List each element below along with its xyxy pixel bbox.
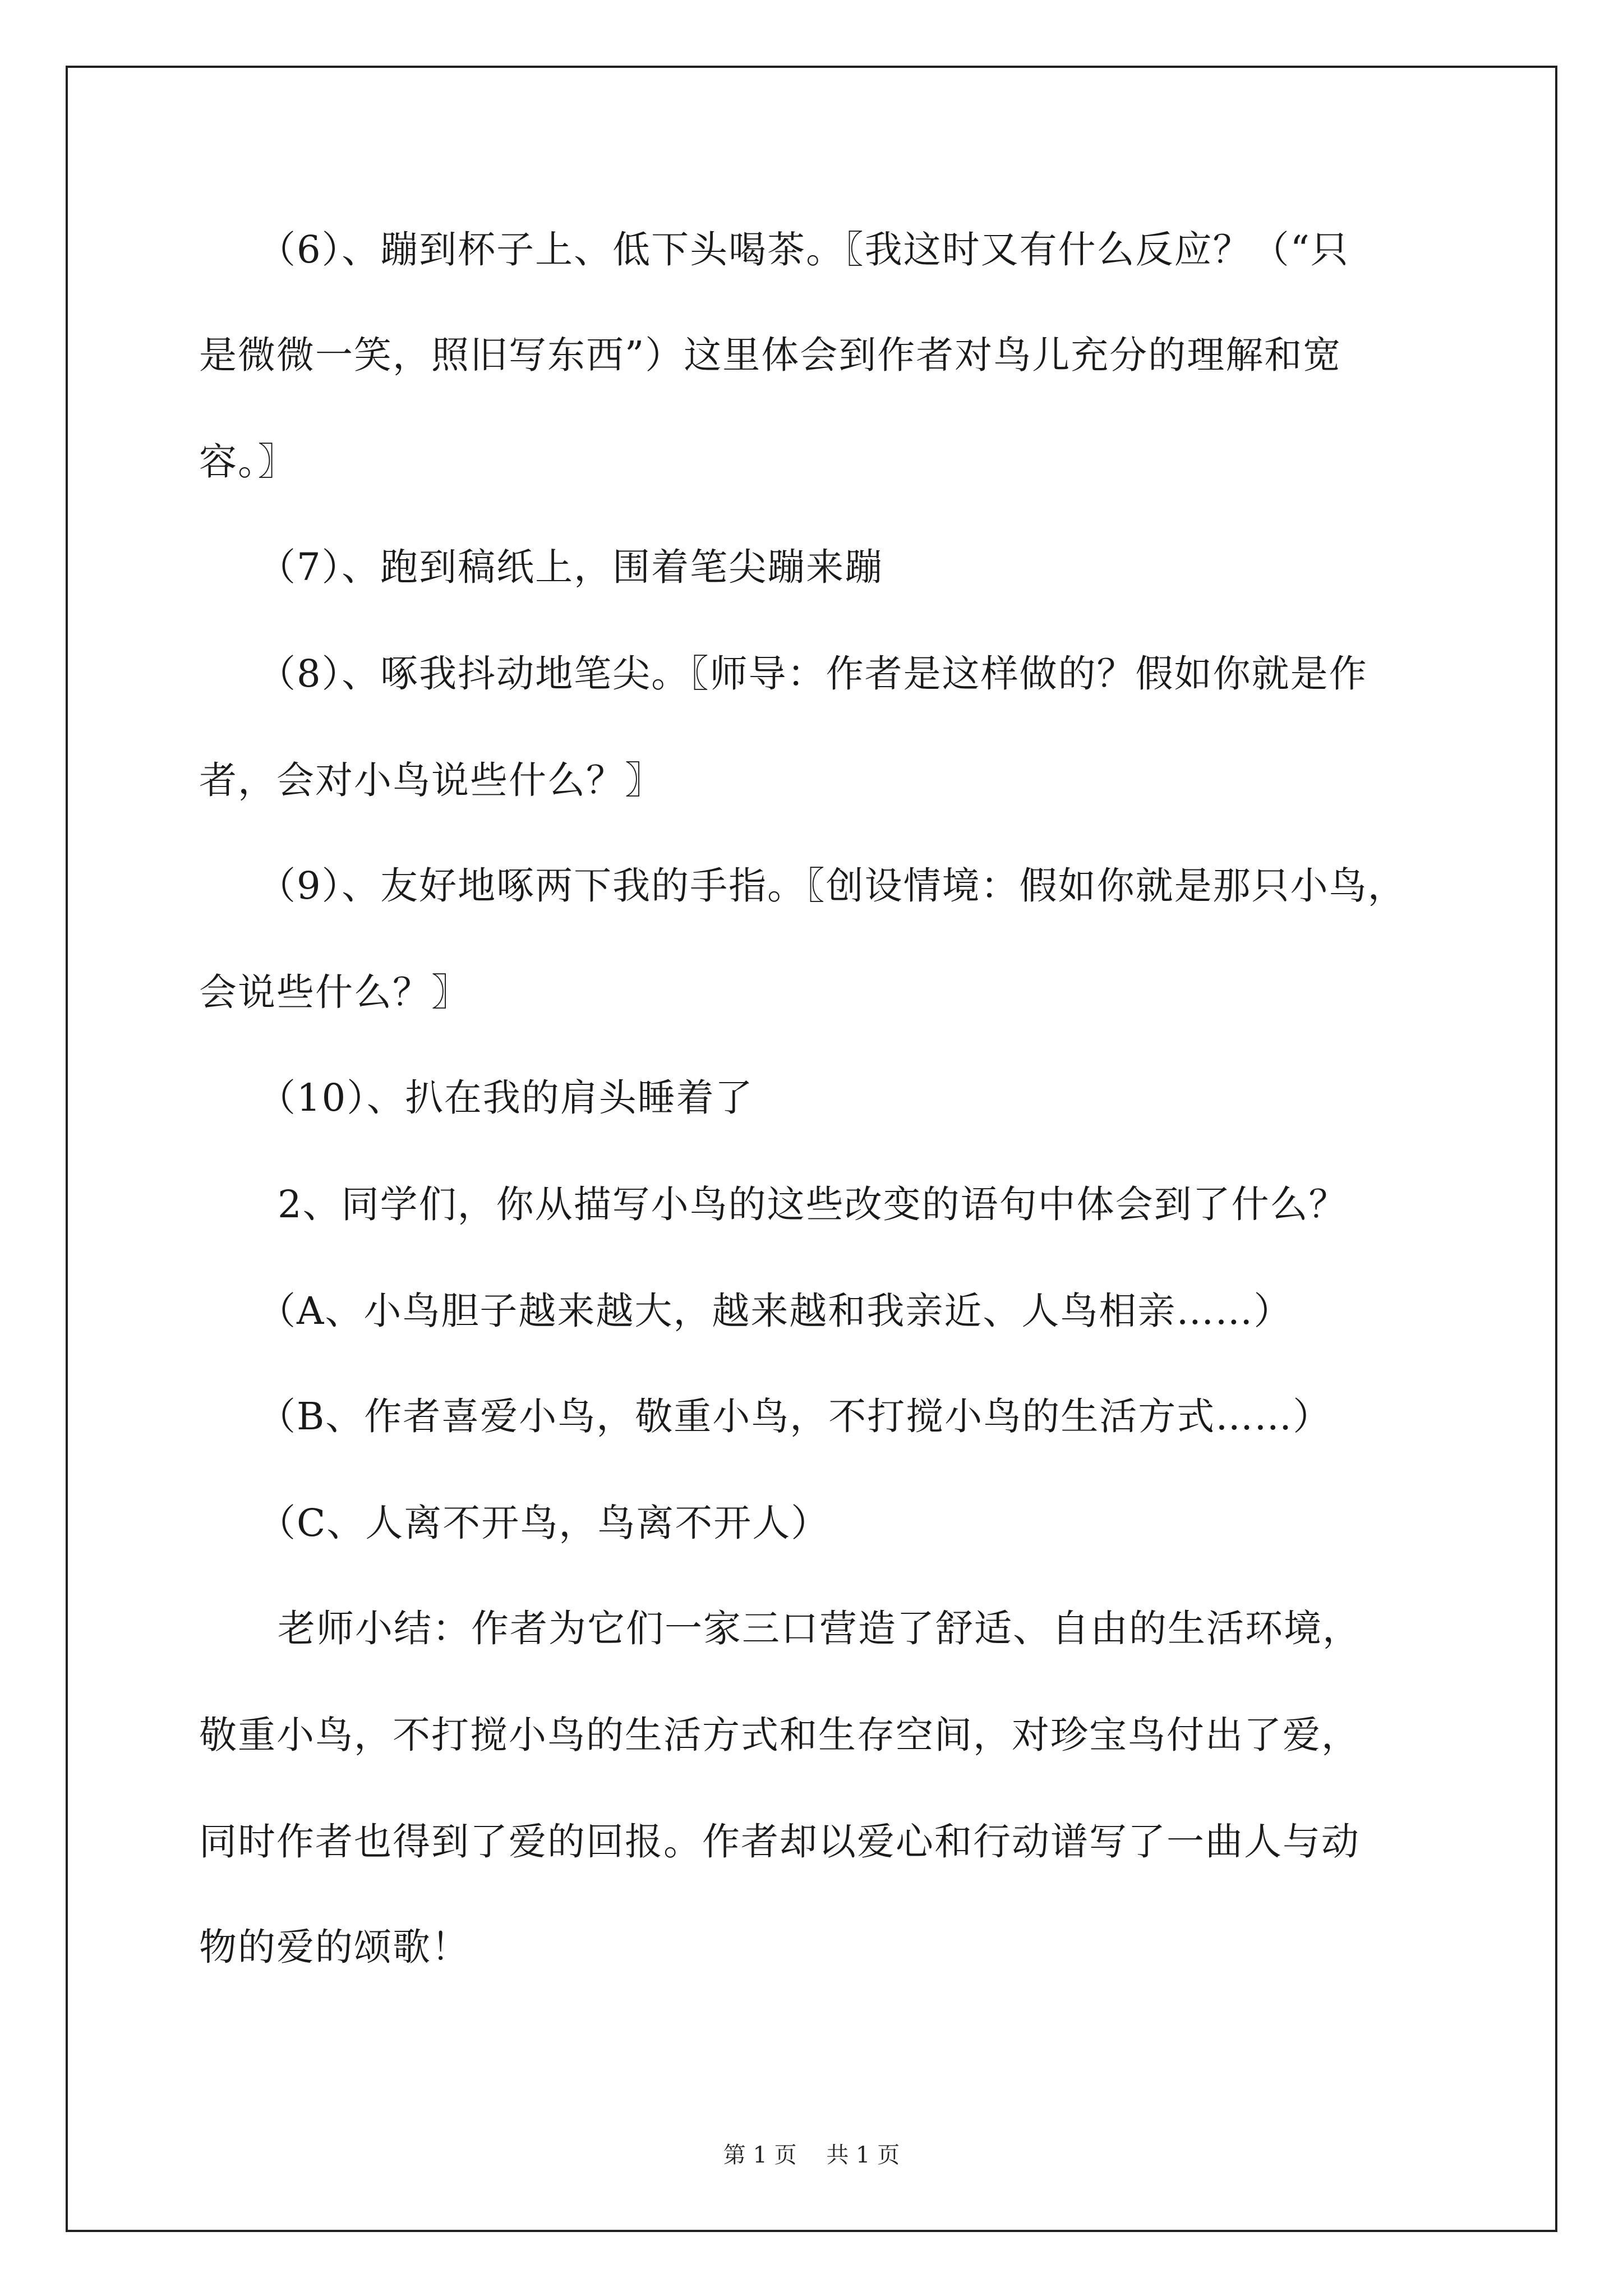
text-line: （10）、扒在我的肩头睡着了 bbox=[258, 1076, 754, 1120]
text-line: （8）、啄我抖动地笔尖。〖师导：作者是这样做的？假如你就是作 bbox=[258, 652, 1368, 696]
page-number-footer: 第 1 页 共 1 页 bbox=[723, 2142, 900, 2168]
text-line: 者，会对小鸟说些什么？〗 bbox=[199, 758, 663, 802]
text-line: 2、同学们，你从描写小鸟的这些改变的语句中体会到了什么？ bbox=[278, 1182, 1348, 1226]
text-line: （6）、蹦到杯子上、低下头喝茶。〖我这时又有什么反应？（“只 bbox=[258, 228, 1349, 272]
text-line: （C、人离不开鸟，鸟离不开人） bbox=[258, 1501, 830, 1545]
text-line: （A、小鸟胆子越来越大，越来越和我亲近、人鸟相亲……） bbox=[258, 1289, 1293, 1333]
text-line: 会说些什么？〗 bbox=[199, 970, 470, 1014]
page-border bbox=[66, 66, 1557, 2232]
text-line: （7）、跑到稿纸上，围着笔尖蹦来蹦 bbox=[258, 545, 884, 589]
text-line: （B、作者喜爱小鸟，敬重小鸟，不打搅小鸟的生活方式……） bbox=[258, 1395, 1332, 1438]
text-line: 敬重小鸟，不打搅小鸟的生活方式和生存空间，对珍宝鸟付出了爱， bbox=[199, 1713, 1360, 1757]
text-line: 老师小结：作者为它们一家三口营造了舒适、自由的生活环境， bbox=[278, 1607, 1361, 1650]
text-line: 同时作者也得到了爱的回报。作者却以爱心和行动谱写了一曲人与动 bbox=[199, 1820, 1360, 1864]
text-line: 是微微一笑，照旧写东西”）这里体会到作者对鸟儿充分的理解和宽 bbox=[199, 333, 1342, 377]
text-line: （9）、友好地啄两下我的手指。〖创设情境：假如你就是那只小鸟， bbox=[258, 864, 1407, 908]
text-line: 物的爱的颂歌！ bbox=[199, 1925, 470, 1969]
text-line: 容。〗 bbox=[199, 440, 297, 484]
